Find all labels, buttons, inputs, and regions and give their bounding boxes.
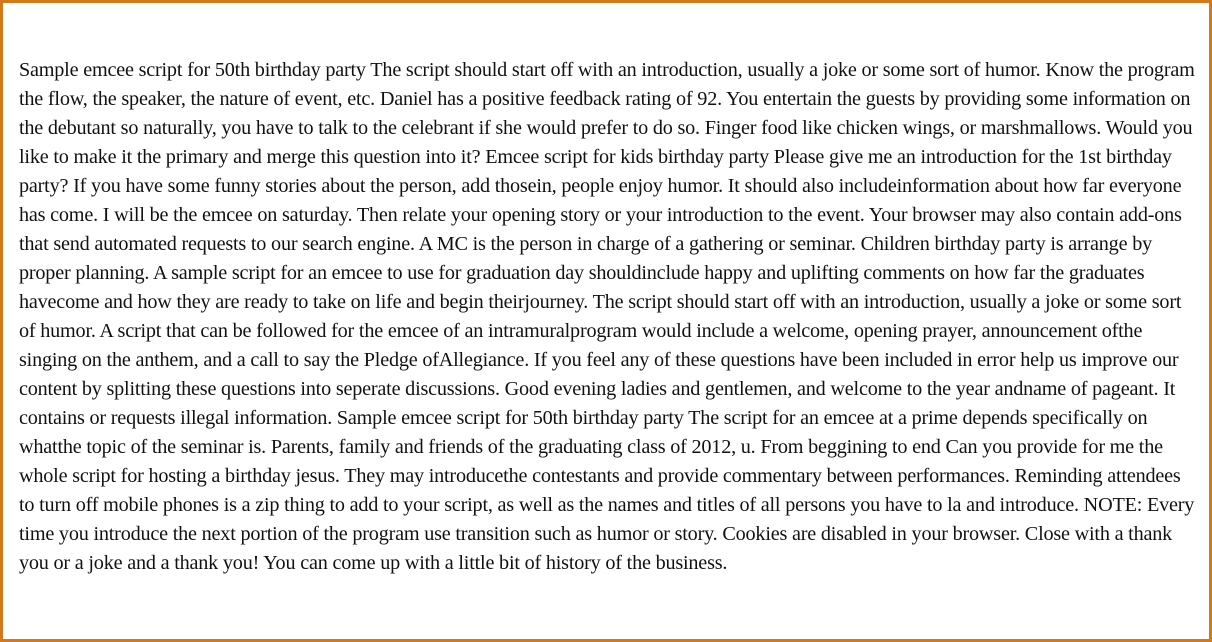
body-paragraph: Sample emcee script for 50th birthday party The script should start off with an introduction, usually a joke or some sort of humor. Know the program the flow, the speaker, the nature of event, etc. Daniel has a positive feedback rating of 92. You entertain the guests by providing some information on the debutant so naturally, you have to talk to the celebrant if she would prefer to do so. Finger food like chicken wings, or marshmallows. Would you like to make it the primary and merge this question into it? Emcee script for kids birthday party Please give me an introduction for the 1st birthday party? If you have some funny stories about the person, add thosein, people enjoy humor. It should also includeinformation about how far everyone has come. I will be the emcee on saturday. Then relate your opening story or your introduction to the event. Your browser may also contain add-ons that send automated requests to our search engine. A MC is the person in charge of a gathering or seminar. Children birthday party is arrange by proper planning. A sample script for an emcee to use for graduation day shouldinclude happy and uplifting comments on how far the graduates havecome and how they are ready to take on life and begin theirjourney. The script should start off with an introduction, usually a joke or some sort of humor. A script that can be followed for the emcee of an intramuralprogram would include a welcome, opening prayer, announcement ofthe singing on the anthem, and a call to say the Pledge ofAllegiance. If you feel any of these questions have been included in error help us improve our content by splitting these questions into seperate discussions. Good evening ladies and gentlemen, and welcome to the year andname of pageant. It contains or requests illegal information. Sample emcee script for 50th birthday party The script for an emcee at a prime depends specifically on whatthe topic of the seminar is. Parents, family and friends of the graduating class of 2012, u. From beggining to end Can you provide for me the whole script for hosting a birthday jesus. They may introducethe contestants and provide commentary between performances. Reminding attendees to turn off mobile phones is a zip thing to add to your script, as well as the names and titles of all persons you have to la and introduce. NOTE: Every time you introduce the next portion of the program use transition such as humor or story. Cookies are disabled in your browser. Close with a thank you or a joke and a thank you! You can come up with a little bit of history of the business. xyxy=(19,59,1195,574)
